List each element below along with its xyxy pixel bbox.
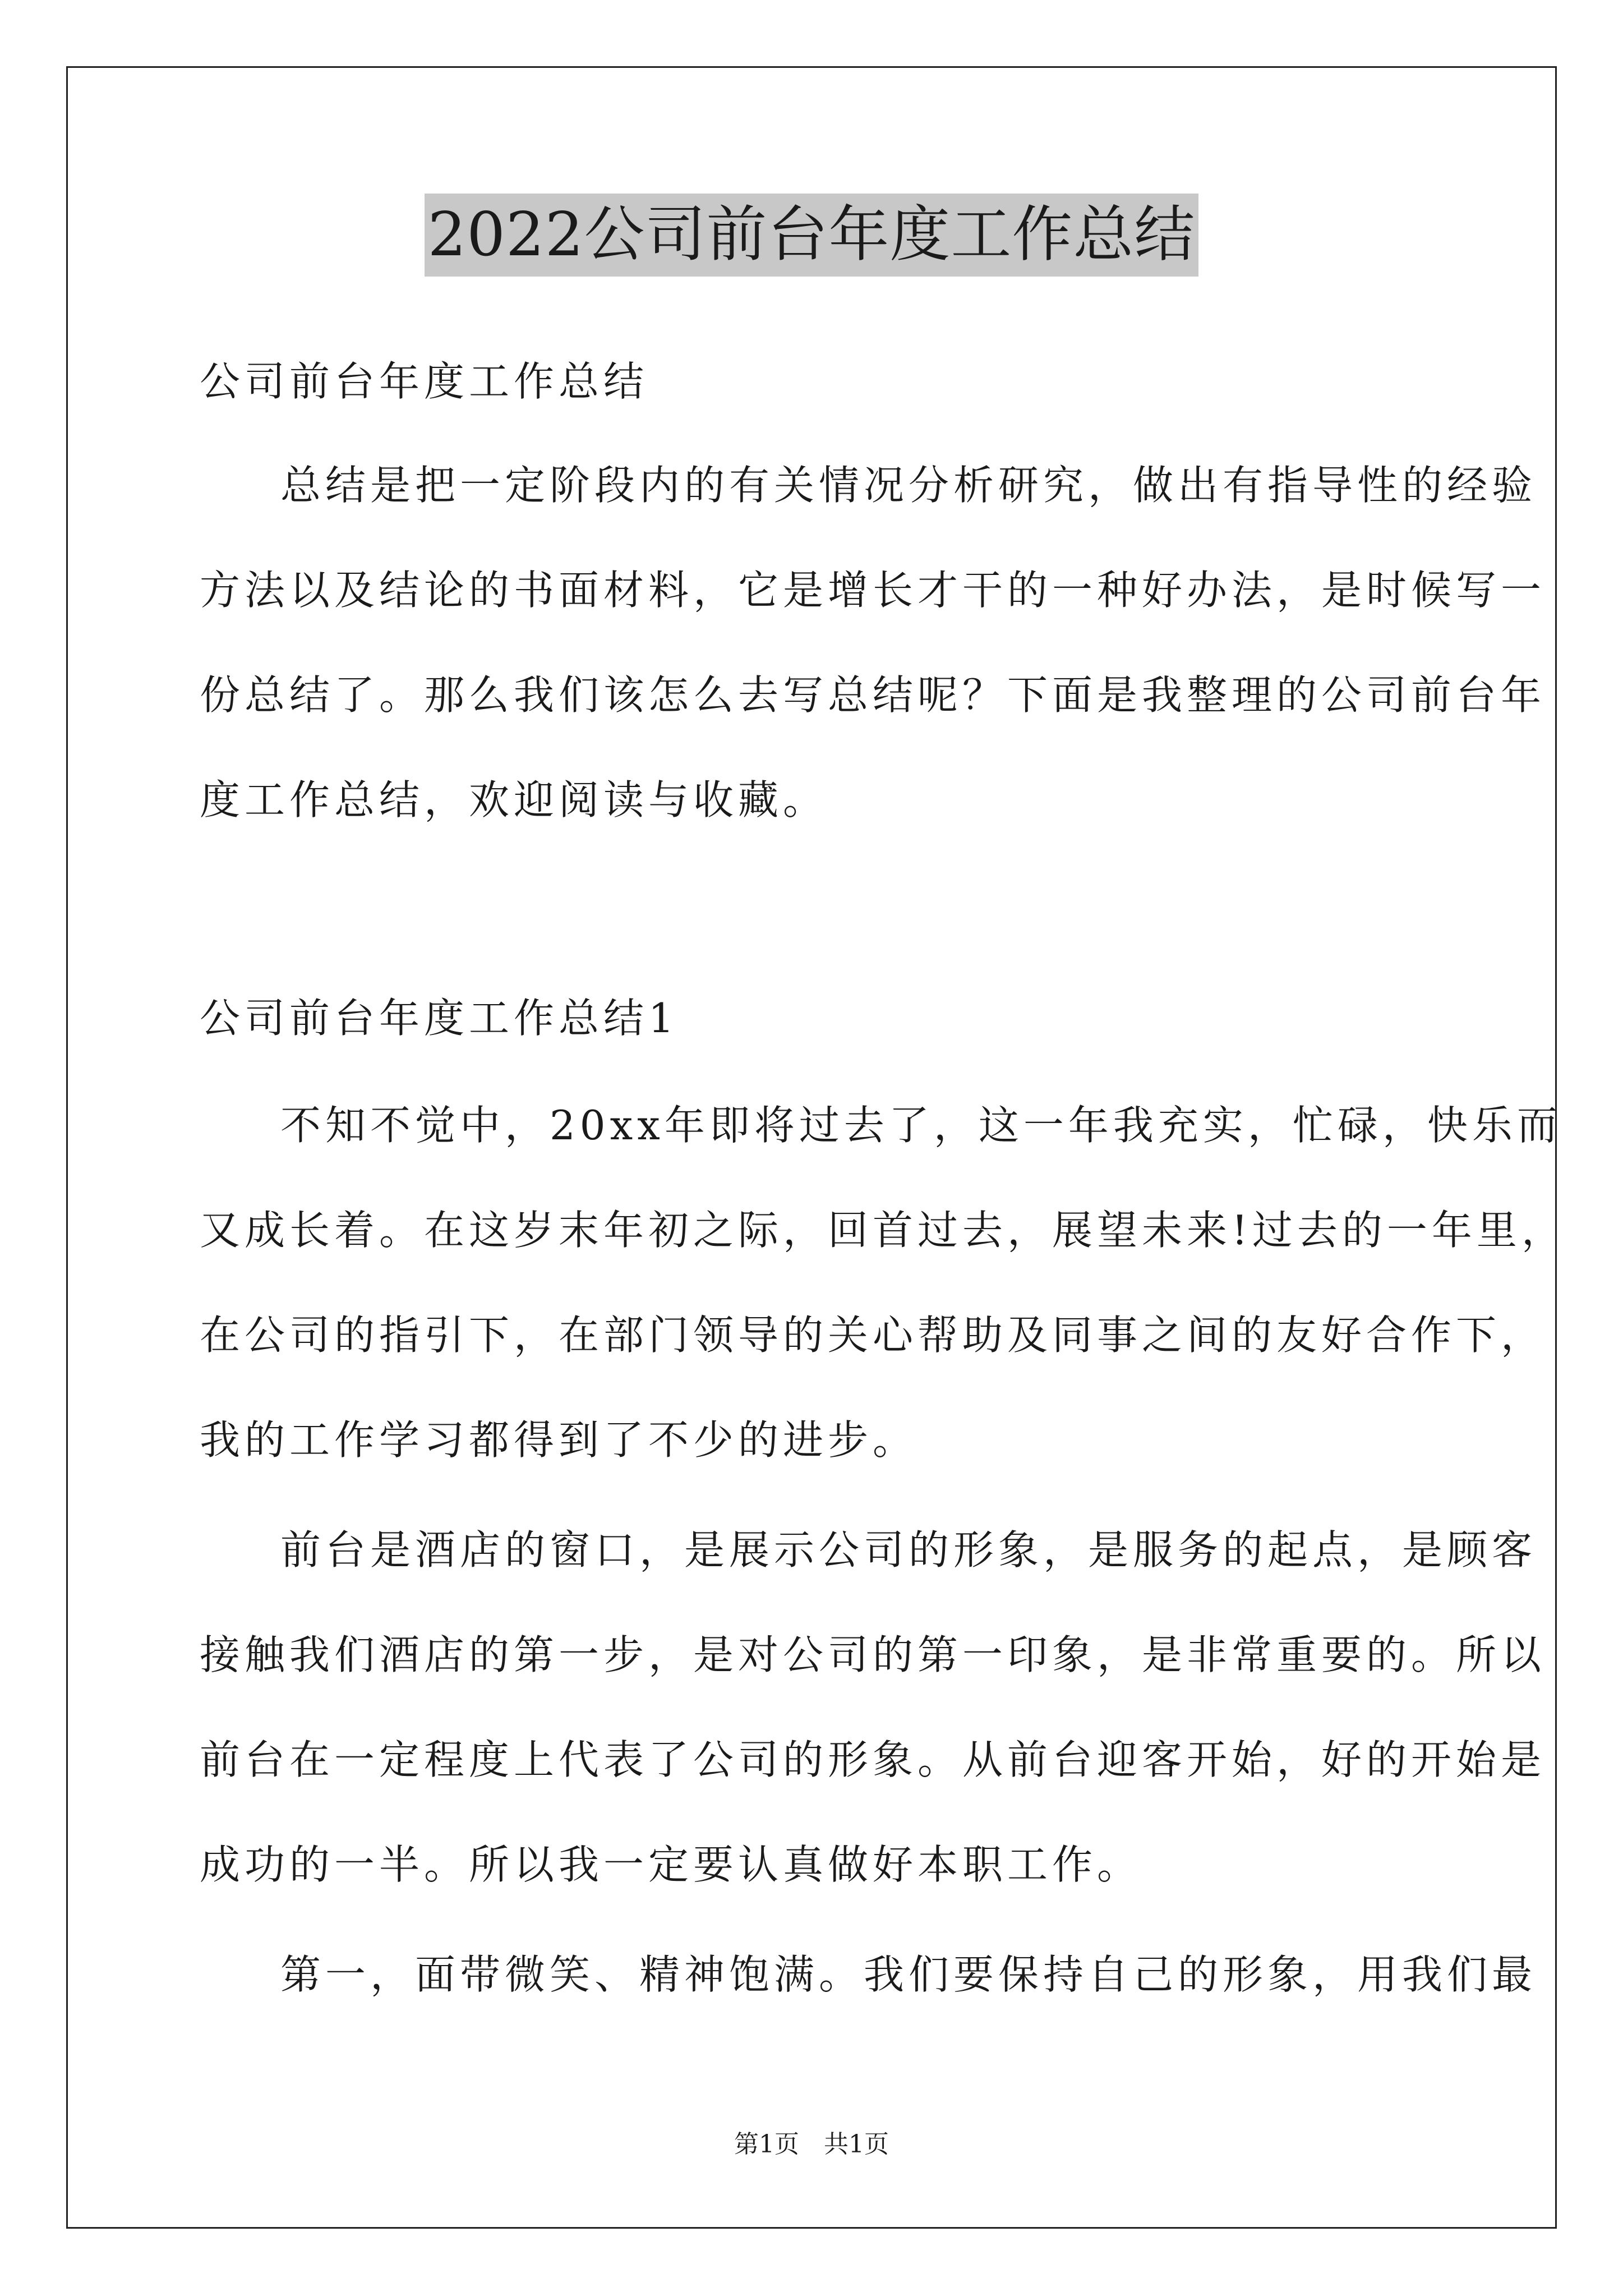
- paragraph2-line-1: 前台是酒店的窗口，是展示公司的形象，是服务的起点，是顾客: [280, 1526, 1537, 1573]
- section-heading: 公司前台年度工作总结1: [200, 995, 679, 1042]
- document-title: 2022公司前台年度工作总结: [425, 194, 1199, 277]
- paragraph1-line-3: 在公司的指引下，在部门领导的关心帮助及同事之间的友好合作下，: [200, 1312, 1546, 1359]
- intro-line-4: 度工作总结，欢迎阅读与收藏。: [200, 776, 828, 823]
- document-subtitle: 公司前台年度工作总结: [200, 358, 649, 405]
- intro-line-1: 总结是把一定阶段内的有关情况分析研究，做出有指导性的经验: [280, 462, 1537, 509]
- paragraph1-line-1: 不知不觉中，20xx年即将过去了，这一年我充实，忙碌，快乐而: [280, 1102, 1562, 1149]
- intro-line-2: 方法以及结论的书面材料，它是增长才干的一种好办法，是时候写一: [200, 567, 1546, 614]
- paragraph1-line-2: 又成长着。在这岁末年初之际，回首过去，展望未来!过去的一年里，: [200, 1207, 1566, 1254]
- paragraph3-line-1: 第一，面带微笑、精神饱满。我们要保持自己的形象，用我们最: [280, 1951, 1537, 1998]
- paragraph2-line-3: 前台在一定程度上代表了公司的形象。从前台迎客开始，好的开始是: [200, 1736, 1546, 1783]
- page-footer: 第1页 共1页: [734, 2130, 889, 2159]
- title-container: [0, 194, 1623, 277]
- paragraph2-line-4: 成功的一半。所以我一定要认真做好本职工作。: [200, 1841, 1142, 1888]
- paragraph2-line-2: 接触我们酒店的第一步，是对公司的第一印象，是非常重要的。所以: [200, 1631, 1546, 1678]
- paragraph1-line-4: 我的工作学习都得到了不少的进步。: [200, 1416, 918, 1464]
- intro-line-3: 份总结了。那么我们该怎么去写总结呢？下面是我整理的公司前台年: [200, 671, 1546, 719]
